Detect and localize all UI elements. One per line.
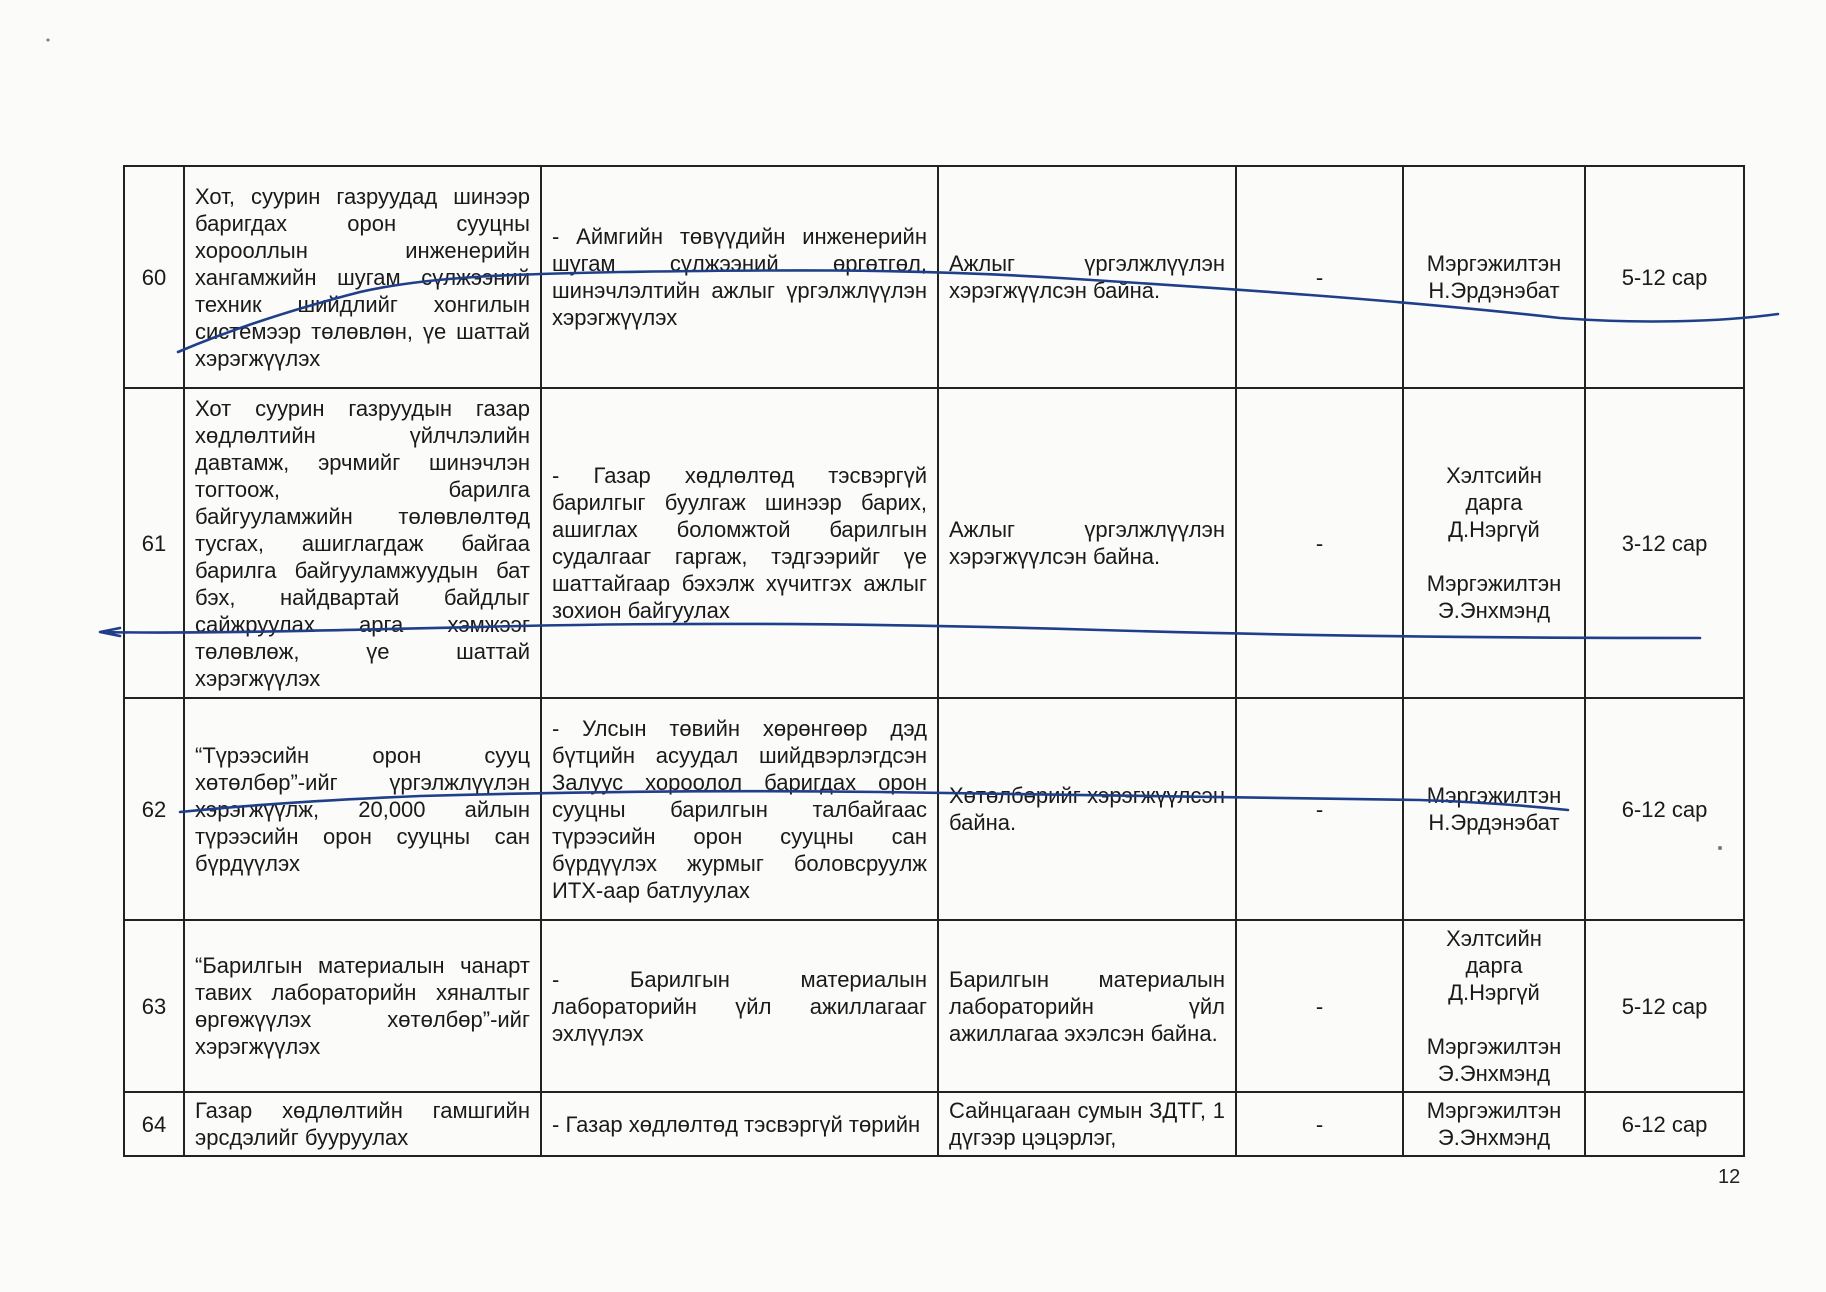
task-cell: “Барилгын материалын чанарт тавих лабораторийн хяналтыг өргөжүүлэх хөтөлбөр”-ийг хэрэгжүүлэх [184, 920, 541, 1092]
responsible-title: Мэргэжилтэн [1426, 251, 1562, 276]
ink-speck [47, 39, 50, 42]
row-number: 62 [124, 698, 184, 920]
task-cell: “Түрээсийн орон сууц хөтөлбөр”-ийг үргэлжлүүлэн хэрэгжүүлж, 20,000 айлын түрээсийн орон сууцны сан бүрдүүлэх [184, 698, 541, 920]
row-number: 64 [124, 1092, 184, 1156]
responsible-name: Д.Нэргүй [1448, 980, 1540, 1005]
responsible-title: Мэргэжилтэн [1426, 1098, 1562, 1123]
row-number: 63 [124, 920, 184, 1092]
responsible-cell [1403, 166, 1585, 388]
action-cell: - Газар хөдлөлтөд тэсвэргүй барилгыг буулгаж шинээр барих, ашиглах боломжтой барилгын судалгааг гаргаж, тэдгээрийг үе шаттайгаар бэхэлж хүчитгэх ажлыг зохион байгуулах [541, 388, 938, 698]
result-cell: Барилгын материалын лабораторийн үйл ажиллагаа эхэлсэн байна. [938, 920, 1236, 1092]
responsible-title-2: Мэргэжилтэн [1426, 1034, 1562, 1059]
responsible-cell [1403, 920, 1585, 1092]
spacer [1414, 1006, 1574, 1033]
responsible-position: дарга [1465, 953, 1523, 978]
budget-cell: - [1236, 920, 1403, 1092]
action-cell: - Аймгийн төвүүдийн инженерийн шугам сүлжээний өргөтгөл, шинэчлэлтийн ажлыг үргэлжлүүлэн хэрэгжүүлэх [541, 166, 938, 388]
responsible-title: Мэргэжилтэн [1426, 783, 1562, 808]
term-cell: 5-12 сар [1585, 166, 1744, 388]
result-cell: Сайнцагаан сумын ЗДТГ, 1 дүгээр цэцэрлэг, [938, 1092, 1236, 1156]
responsible-cell [1403, 698, 1585, 920]
term-cell: 3-12 сар [1585, 388, 1744, 698]
table-row [124, 1092, 1744, 1156]
task-cell: Газар хөдлөлтийн гамшгийн эрсдэлийг бууруулах [184, 1092, 541, 1156]
responsible-title: Хэлтсийн [1446, 463, 1542, 488]
page-number: 12 [1718, 1166, 1741, 1188]
responsible-name-2: Э.Энхмэнд [1437, 598, 1551, 623]
result-cell: Хөтөлбөрийг хэрэгжүүлсэн байна. [938, 698, 1236, 920]
table-row [124, 388, 1744, 698]
responsible-title: Хэлтсийн [1446, 926, 1542, 951]
term-cell: 6-12 сар [1585, 1092, 1744, 1156]
row-number: 60 [124, 166, 184, 388]
spacer [1414, 543, 1574, 570]
budget-cell: - [1236, 166, 1403, 388]
table-body [124, 166, 1744, 1156]
result-cell: Ажлыг үргэлжлүүлэн хэрэгжүүлсэн байна. [938, 166, 1236, 388]
responsible-title-2: Мэргэжилтэн [1426, 571, 1562, 596]
budget-cell: - [1236, 388, 1403, 698]
task-cell: Хот суурин газруудын газар хөдлөлтийн үйлчлэлийн давтамж, эрчмийг шинэчлэн тогтоож, барилга байгууламжийн төлөвлөлтөд тусгах, ашиглагдаж байгаа барилга байгууламжуудын бат бэх, найдвартай байдлыг сайжруулах арга хэмжээг төлөвлөж, үе шаттай хэрэгжүүлэх [184, 388, 541, 698]
budget-cell: - [1236, 698, 1403, 920]
responsible-position: дарга [1465, 490, 1523, 515]
budget-cell: - [1236, 1092, 1403, 1156]
responsible-name: Д.Нэргүй [1448, 517, 1540, 542]
action-cell: - Барилгын материалын лабораторийн үйл ажиллагааг эхлүүлэх [541, 920, 938, 1092]
term-cell: 6-12 сар [1585, 698, 1744, 920]
responsible-name: Н.Эрдэнэбат [1428, 278, 1560, 303]
responsible-name: Н.Эрдэнэбат [1428, 810, 1560, 835]
task-cell: Хот, суурин газруудад шинээр баригдах орон сууцны хорооллын инженерийн хангамжийн шугам сүлжээний техник шийдлийг хонгилын системээр төлөвлөн, үе шаттай хэрэгжүүлэх [184, 166, 541, 388]
responsible-cell [1403, 1092, 1585, 1156]
responsible-name-2: Э.Энхмэнд [1437, 1061, 1551, 1086]
action-cell: - Улсын төвийн хөрөнгөөр дэд бүтцийн асуудал шийдвэрлэгдсэн Залуус хороолол баригдах орон сууцны барилгын талбайгаас түрээсийн орон сууцны сан бүрдүүлэх журмыг боловсруулж ИТХ-аар батлуулах [541, 698, 938, 920]
action-cell: - Газар хөдлөлтөд тэсвэргүй төрийн [541, 1092, 938, 1156]
table-row [124, 166, 1744, 388]
table-row [124, 920, 1744, 1092]
result-cell: Ажлыг үргэлжлүүлэн хэрэгжүүлсэн байна. [938, 388, 1236, 698]
table-row [124, 698, 1744, 920]
action-plan-table [123, 165, 1745, 1157]
responsible-cell [1403, 388, 1585, 698]
row-number: 61 [124, 388, 184, 698]
responsible-name: Э.Энхмэнд [1437, 1125, 1551, 1150]
term-cell: 5-12 сар [1585, 920, 1744, 1092]
